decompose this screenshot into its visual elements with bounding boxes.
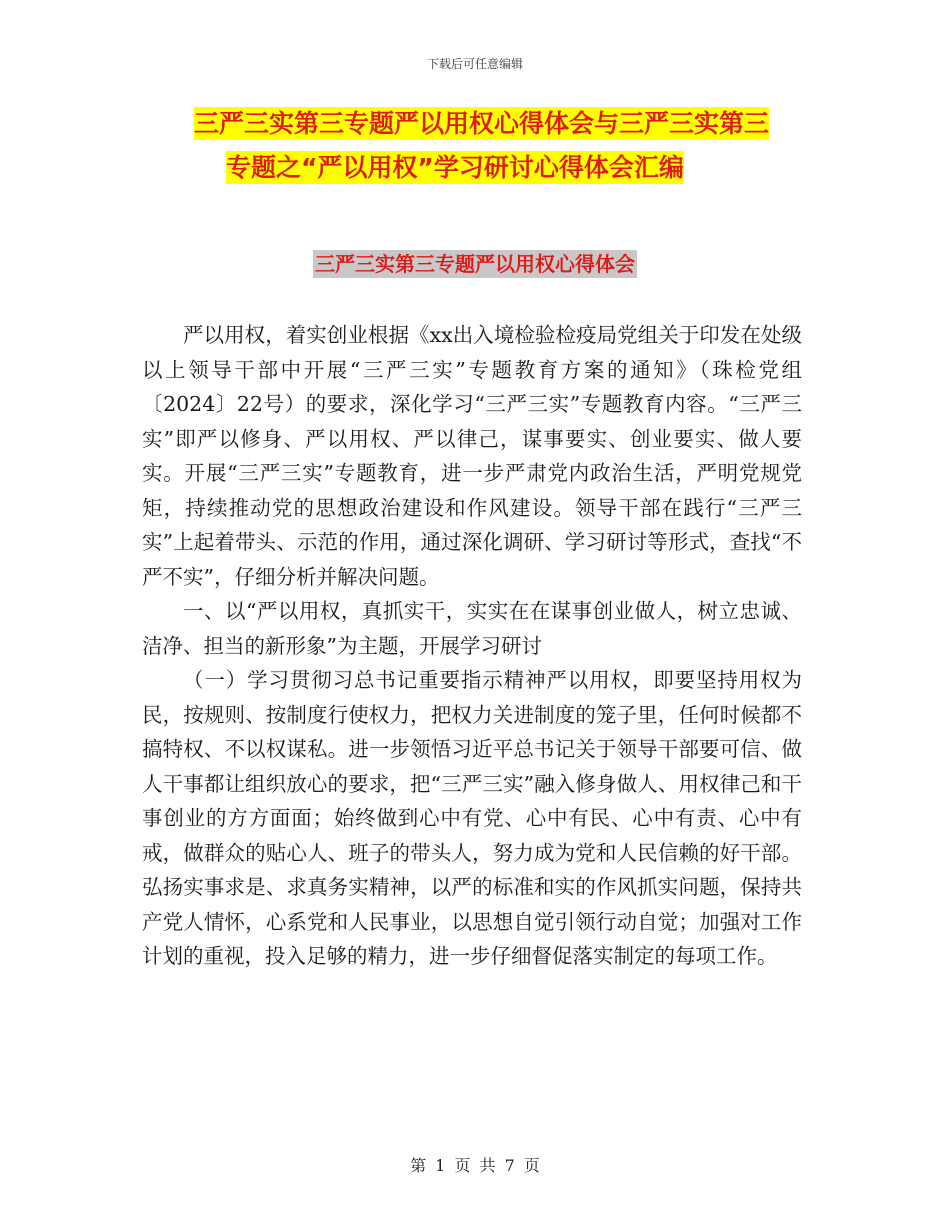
title-line-1-text: 三严三实第三专题严以用权心得体会与三严三实第三 [194,109,770,138]
page-number: 第 1 页 共 7 页 [410,1156,540,1175]
title-line-1 [0,108,950,152]
header-note: 下载后可任意编辑 [426,57,523,71]
title-line-2 [0,152,950,196]
document-title [0,108,950,196]
paragraph: （一）学习贯彻习总书记重要指示精神严以用权，即要坚持用权为民，按规则、按制度行使权力，把权力关进制度的笼子里，任何时候都不搞特权、不以权谋私。进一步领悟习近平总书记关于领导干部要可信、做人干事都让组织放心的要求，把“三严三实”融入修身做人、用权律己和干事创业的方方面面；始终做到心中有党、心中有民、心中有责、心中有戒，做群众的贴心人、班子的带头人，努力成为党和人民信赖的好干部。弘扬实事求是、求真务实精神，以严的标准和实的作风抓实问题，保持共产党人情怀，心系党和人民事业，以思想自觉引领行动自觉；加强对工作计划的重视，投入足够的精力，进一步仔细督促落实制定的每项工作。 [142,668,802,968]
section-title-text: 三严三实第三专题严以用权心得体会 [315,252,635,276]
section-title [0,248,950,277]
paragraph: 一、以“严以用权，真抓实干，实实在在谋事创业做人，树立忠诚、洁净、担当的新形象”为主题，开展学习研讨 [142,599,802,658]
paragraph: 严以用权，着实创业根据《xx出入境检验检疫局党组关于印发在处级以上领导干部中开展“三严三实”专题教育方案的通知》（珠检党组〔2024〕22号）的要求，深化学习“三严三实”专题教育内容。“三严三实”即严以修身、严以用权、严以律己，谋事要实、创业要实、做人要实。开展“三严三实”专题教育，进一步严肃党内政治生活，严明党规党矩，持续推动党的思想政治建设和作风建设。领导干部在践行“三严三实”上起着带头、示范的作用，通过深化调研、学习研讨等形式，查找“不严不实”，仔细分析并解决问题。 [142,323,802,589]
title-line-2-text: 专题之“严以用权”学习研讨心得体会汇编 [226,153,684,182]
body-text [142,318,802,974]
